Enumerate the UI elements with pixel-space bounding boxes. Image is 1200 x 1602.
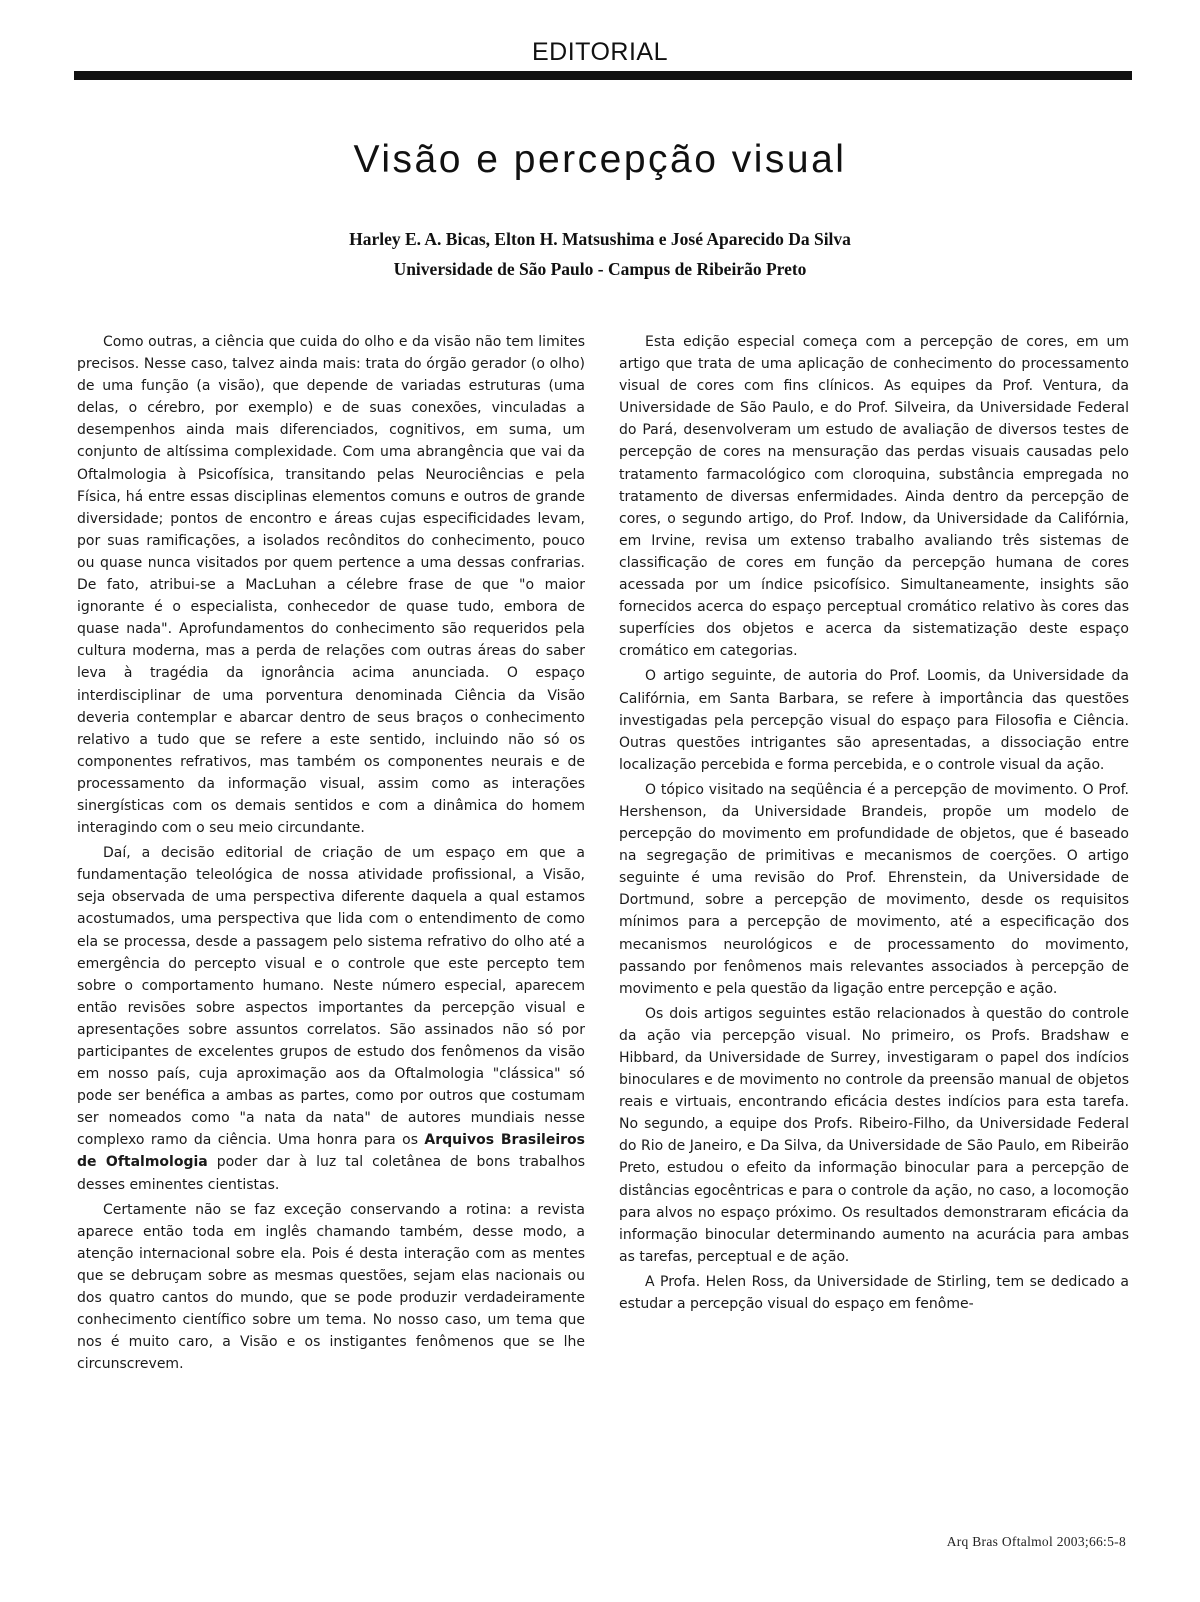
paragraph: O tópico visitado na seqüência é a percepção de movimento. O Prof. Hershenson, da Universidade Brandeis, propõe um modelo de percepção do movimento em profundidade de objetos, que é baseado na segregação de primitivas e mecanismos de coerções. O artigo seguinte é uma revisão do Prof. Ehrenstein, da Universidade de Dortmund, sobre a percepção de movimento, desde os requisitos mínimos para a percepção de movimento, até a especificação dos mecanismos neurológicos e de processamento do movimento, passando por fenômenos mais relevantes associados à percepção de movimento e pela questão da ligação entre percepção e ação.: [619, 781, 1129, 997]
article-affiliation: Universidade de São Paulo - Campus de Ribeirão Preto: [393, 259, 807, 279]
paragraph: Esta edição especial começa com a percepção de cores, em um artigo que trata de uma aplicação de conhecimento do processamento visual de cores com fins clínicos. As equipes da Prof. Ventura, da Universidade de São Paulo, e do Prof. Silveira, da Universidade Federal do Pará, desenvolveram um estudo de avaliação de diversos testes de percepção de cores na mensuração das perdas visuais causadas pelo tratamento farmacológico com cloroquina, substância empregada no tratamento de diversas enfermidades. Ainda dentro da percepção de cores, o segundo artigo, do Prof. Indow, da Universidade da Califórnia, em Irvine, revisa um extenso trabalho avaliando três sistemas de classificação de cores em função da percepção humana de cores acessada por um índice psicofísico. Simultaneamente, insights são fornecidos acerca do espaço perceptual cromático relativo às cores das superfícies dos objetos e acerca da sistematização deste espaço cromático em categorias.: [619, 334, 1129, 660]
paragraph: Como outras, a ciência que cuida do olho e da visão não tem limites precisos. Nesse caso, talvez ainda mais: trata do órgão gerador (o olho) de uma função (a visão), que depende de variadas estruturas (uma delas, o cérebro, por exemplo) e de suas conexões, vinculadas a desempenhos ainda mais diferenciados, cognitivos, em suma, um conjunto de altíssima complexidade. Com uma abrangência que vai da Oftalmologia à Psicofísica, transitando pelas Neurociências e pela Física, há entre essas disciplinas elementos comuns e outros de grande diversidade; pontos de encontro e áreas cujas especificidades levam, por suas ramificações, a isolados recônditos do conhecimento, pouco ou quase nunca visitados por quem pertence a uma dessas confrarias. De fato, atribui-se a MacLuhan a célebre frase de que "o maior ignorante é o especialista, conhecedor de quase tudo, embora de quase nada". Aprofundamentos do conhecimento são requeridos pela cultura moderna, mas a perda de relações com outras áreas do saber leva à tragédia da ignorância acima anunciada. O espaço interdisciplinar de uma porventura denominada Ciência da Visão deveria contemplar e abarcar dentro de seus braços o conhecimento relativo a tudo que se refere a este sentido, incluindo não só os componentes refrativos, mas também os componentes neurais e de processamento da informação visual, assim como as interações sinergísticas com os demais sentidos e com a dinâmica do homem interagindo com o seu meio circundante.: [77, 334, 585, 837]
paragraph: Certamente não se faz exceção conservando a rotina: a revista aparece então toda em inglês chamando também, desse modo, a atenção internacional sobre ela. Pois é desta interação com as mentes que se debruçam sobre as mesmas questões, sejam elas nacionais ou dos quatro cantos do mundo, que se pode produzir verdadeiramente conhecimento científico sobre um tema. No nosso caso, um tema que nos é muito caro, a Visão e os instigantes fenômenos que se lhe circunscrevem.: [77, 1201, 585, 1373]
footer-citation: Arq Bras Oftalmol 2003;66:5-8: [946, 1534, 1126, 1549]
paragraph: O artigo seguinte, de autoria do Prof. Loomis, da Universidade da Califórnia, em Santa Barbara, se refere à importância das questões investigadas pela percepção visual do espaço para Filosofia e Ciência. Outras questões intrigantes são apresentadas, a dissociação entre localização percebida e forma percebida, e o controle visual da ação.: [619, 668, 1129, 773]
left-column: [77, 331, 585, 1378]
paragraph: [77, 842, 585, 1196]
journal-name: Arquivos Brasileiros de Oftalmologia: [77, 1132, 585, 1171]
paragraph-text: poder dar à luz tal coletânea de bons trabalhos desses eminentes cientistas.: [77, 1154, 585, 1193]
paragraph-text: Daí, a decisão editorial de criação de um espaço em que a fundamentação teleológica de nossa atividade profissional, a Visão, seja observada de uma perspectiva diferente daquela a qual estamos acostumados, uma perspectiva que lida com o entendimento de como ela se processa, desde a passagem pelo sistema refrativo do olho até a emergência do percepto visual e o controle que este percepto tem sobre o comportamento humano. Neste número especial, aparecem então revisões sobre aspectos importantes da percepção visual e apresentações sobre assuntos correlatos. São assinados não só por participantes de excelentes grupos de estudo dos fenômenos da visão em nosso país, cuja aproximação aos da Oftalmologia "clássica" só pode ser benéfica a ambas as partes, como por outros que costumam ser nomeados como "a nata da nata" de autores mundiais nesse complexo ramo da ciência. Uma honra para os: [77, 845, 585, 1149]
section-label: EDITORIAL: [531, 38, 669, 66]
article-authors: Harley E. A. Bicas, Elton H. Matsushima e José Aparecido Da Silva: [349, 229, 851, 249]
right-column: [619, 331, 1129, 1318]
paragraph: Os dois artigos seguintes estão relacionados à questão do controle da ação via percepção visual. No primeiro, os Profs. Bradshaw e Hibbard, da Universidade de Surrey, investigaram o papel dos indícios binoculares e de movimento no controle da preensão manual de objetos reais e virtuais, encontrando eficácia destes indícios para esta tarefa. No segundo, a equipe dos Profs. Ribeiro-Filho, da Universidade Federal do Rio de Janeiro, e Da Silva, da Universidade de São Paulo, em Ribeirão Preto, estudou o efeito da informação binocular para a percepção de distâncias egocêntricas e para o controle da ação, no caso, a locomoção para alvos no espaço próximo. Os resultados demonstraram eficácia da informação binocular determinando aumento na acurácia para ambas as tarefas, perceptual e de ação.: [619, 1005, 1129, 1265]
article-title: Visão e percepção visual: [353, 138, 847, 181]
header-rule: [74, 71, 1132, 80]
paragraph: A Profa. Helen Ross, da Universidade de Stirling, tem se dedicado a estudar a percepção visual do espaço em fenôme-: [619, 1273, 1129, 1313]
